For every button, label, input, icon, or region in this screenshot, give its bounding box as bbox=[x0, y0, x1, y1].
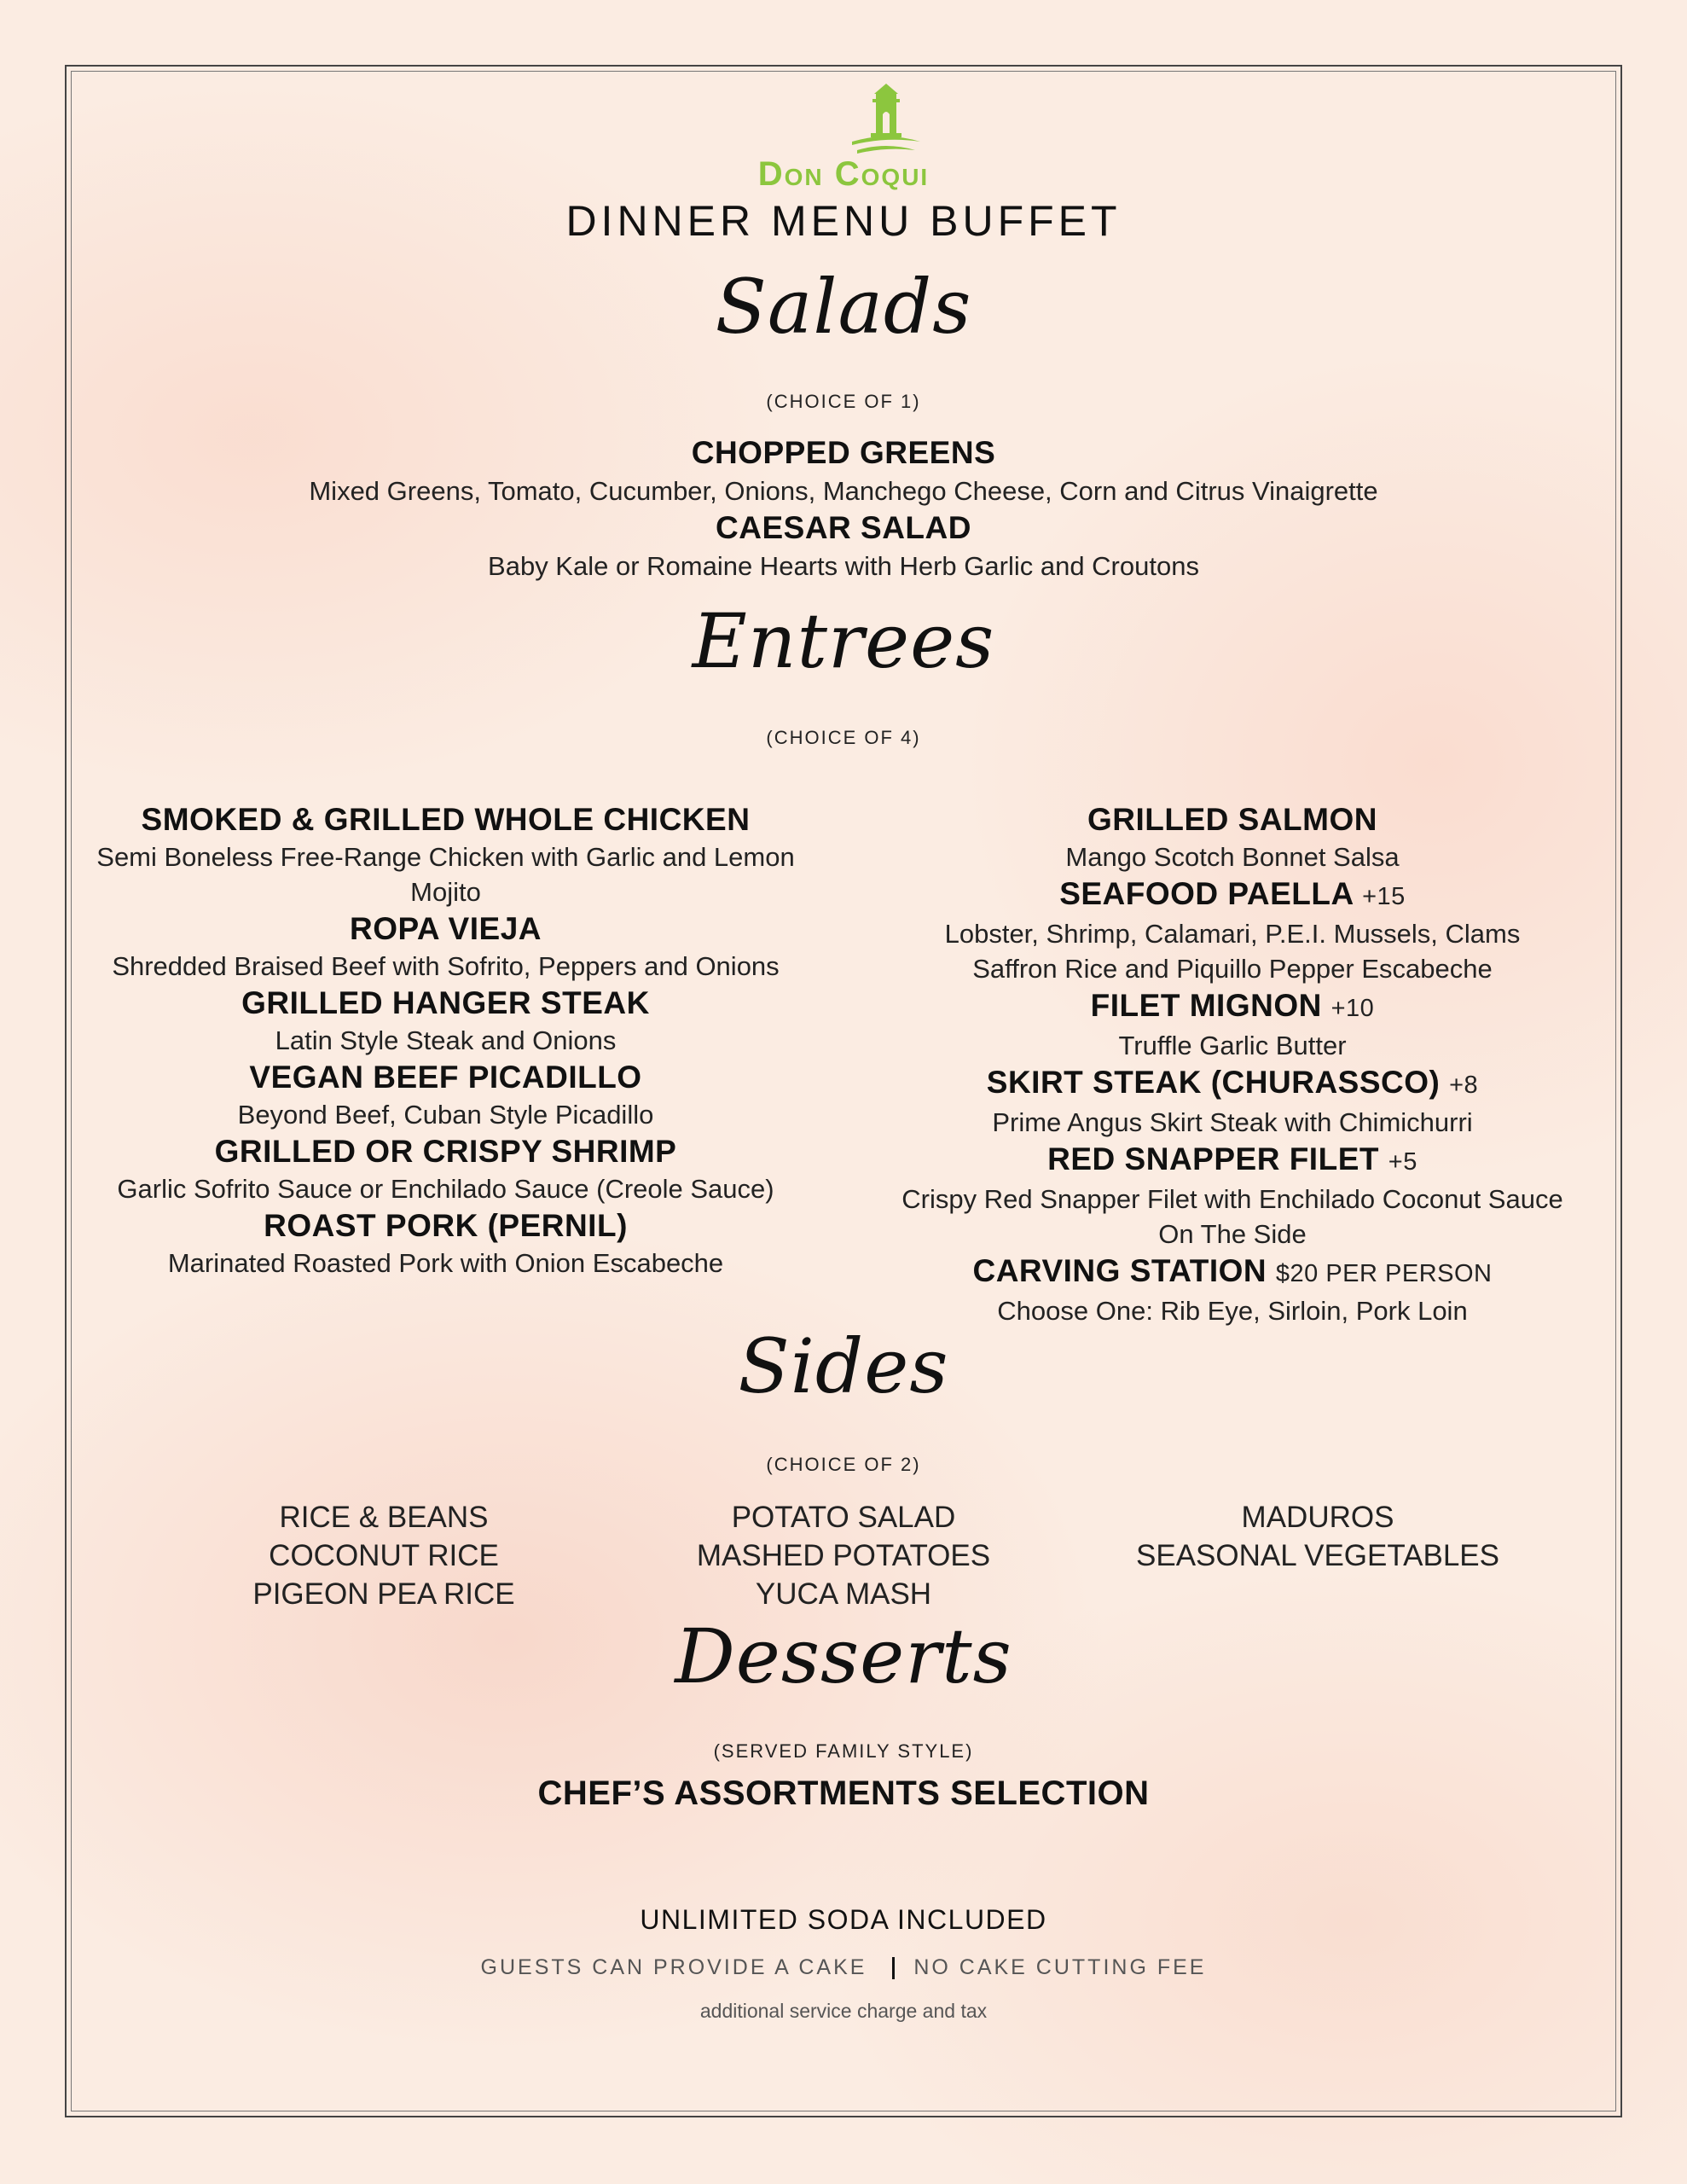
entrees-left-column bbox=[77, 800, 815, 1281]
desserts-heading: Desserts bbox=[675, 1612, 1012, 1700]
side-item: MASHED POTATOES bbox=[696, 1539, 991, 1572]
entree-desc: Prime Angus Skirt Steak with Chimichurri bbox=[992, 1107, 1473, 1137]
salad-item-name: CHOPPED GREENS bbox=[691, 435, 996, 470]
salad-item-desc: Baby Kale or Romaine Hearts with Herb Garlic and Croutons bbox=[488, 551, 1199, 581]
entree-upcharge: $20 PER PERSON bbox=[1275, 1260, 1493, 1287]
desserts-choice: (SERVED FAMILY STYLE) bbox=[713, 1740, 974, 1762]
salads-heading: Salads bbox=[715, 263, 972, 351]
brand-name: Don Coqui bbox=[757, 155, 930, 193]
entrees-heading: Entrees bbox=[692, 597, 995, 685]
entrees-right-column bbox=[878, 800, 1586, 1328]
entree-desc: Shredded Braised Beef with Sofrito, Peppers and Onions bbox=[112, 951, 780, 981]
side-item: POTATO SALAD bbox=[731, 1501, 956, 1534]
divider bbox=[892, 1957, 895, 1979]
page-title: DINNER MENU BUFFET bbox=[565, 197, 1122, 245]
entree-name-row bbox=[878, 874, 1586, 916]
entree-desc: Latin Style Steak and Onions bbox=[275, 1025, 617, 1055]
side-item: MADUROS bbox=[1241, 1501, 1394, 1534]
side-item: SEASONAL VEGETABLES bbox=[1136, 1539, 1499, 1572]
entree-name: GRILLED HANGER STEAK bbox=[241, 985, 650, 1020]
entree-desc: Marinated Roasted Pork with Onion Escabeche bbox=[167, 1248, 724, 1278]
entree-name: GRILLED OR CRISPY SHRIMP bbox=[214, 1134, 677, 1169]
entree-desc: On The Side bbox=[1158, 1219, 1307, 1249]
entree-name: ROPA VIEJA bbox=[350, 911, 542, 946]
side-item: RICE & BEANS bbox=[279, 1501, 489, 1534]
entrees-choice: (CHOICE OF 4) bbox=[766, 727, 921, 748]
side-item: COCONUT RICE bbox=[269, 1539, 499, 1572]
side-item: PIGEON PEA RICE bbox=[252, 1577, 515, 1611]
sides-heading: Sides bbox=[738, 1322, 949, 1410]
entree-name: CARVING STATION bbox=[972, 1253, 1267, 1288]
entree-name: GRILLED SALMON bbox=[1087, 802, 1377, 837]
entree-upcharge: +8 bbox=[1449, 1072, 1479, 1099]
sides-choice: (CHOICE OF 2) bbox=[766, 1454, 921, 1475]
entree-desc: Lobster, Shrimp, Calamari, P.E.I. Mussels, Clams bbox=[944, 919, 1521, 949]
entree-name: RED SNAPPER FILET bbox=[1047, 1141, 1379, 1176]
cake-note bbox=[77, 1955, 1610, 1980]
sides-column bbox=[1058, 1498, 1578, 1575]
entree-desc: Saffron Rice and Piquillo Pepper Escabeche bbox=[972, 954, 1493, 984]
sides-column bbox=[145, 1498, 623, 1613]
entree-name-row bbox=[878, 1063, 1586, 1105]
entree-name: SKIRT STEAK (CHURASSCO) bbox=[986, 1065, 1441, 1100]
entree-name: ROAST PORK (PERNIL) bbox=[264, 1208, 628, 1243]
salads-choice: (CHOICE OF 1) bbox=[766, 391, 921, 412]
side-item: YUCA MASH bbox=[755, 1577, 932, 1611]
cake-note-right: NO CAKE CUTTING FEE bbox=[913, 1955, 1207, 1979]
entree-name: SMOKED & GRILLED WHOLE CHICKEN bbox=[141, 802, 751, 837]
entree-name-row bbox=[878, 1140, 1586, 1182]
menu-page bbox=[77, 77, 1610, 2107]
entree-upcharge: +10 bbox=[1330, 995, 1375, 1022]
cake-note-left: GUESTS CAN PROVIDE A CAKE bbox=[480, 1955, 867, 1979]
service-charge-note: additional service charge and tax bbox=[699, 2000, 988, 2022]
salad-item-desc: Mixed Greens, Tomato, Cucumber, Onions, Manchego Cheese, Corn and Citrus Vinaigrette bbox=[309, 476, 1378, 506]
entree-desc: Garlic Sofrito Sauce or Enchilado Sauce (Creole Sauce) bbox=[117, 1174, 774, 1204]
salad-item-name: CAESAR SALAD bbox=[716, 510, 971, 545]
sides-column bbox=[605, 1498, 1082, 1613]
entree-name: FILET MIGNON bbox=[1090, 988, 1322, 1023]
entree-desc: Semi Boneless Free-Range Chicken with Garlic and Lemon bbox=[96, 842, 795, 872]
entree-name-row bbox=[878, 986, 1586, 1028]
entree-upcharge: +15 bbox=[1362, 883, 1406, 910]
entree-desc: Truffle Garlic Butter bbox=[1118, 1031, 1347, 1060]
entree-name-row bbox=[878, 1252, 1586, 1293]
entree-name: SEAFOOD PAELLA bbox=[1059, 876, 1354, 911]
dessert-item: CHEF’S ASSORTMENTS SELECTION bbox=[537, 1774, 1150, 1812]
entree-desc: Choose One: Rib Eye, Sirloin, Pork Loin bbox=[997, 1296, 1468, 1326]
entree-desc: Beyond Beef, Cuban Style Picadillo bbox=[237, 1100, 654, 1130]
entree-desc: Mango Scotch Bonnet Salsa bbox=[1065, 842, 1400, 872]
soda-note: UNLIMITED SODA INCLUDED bbox=[640, 1904, 1047, 1935]
entree-desc: Crispy Red Snapper Filet with Enchilado Coconut Sauce bbox=[901, 1184, 1563, 1214]
entree-name: VEGAN BEEF PICADILLO bbox=[249, 1060, 642, 1095]
entree-upcharge: +5 bbox=[1388, 1148, 1417, 1176]
entree-desc: Mojito bbox=[410, 877, 481, 907]
